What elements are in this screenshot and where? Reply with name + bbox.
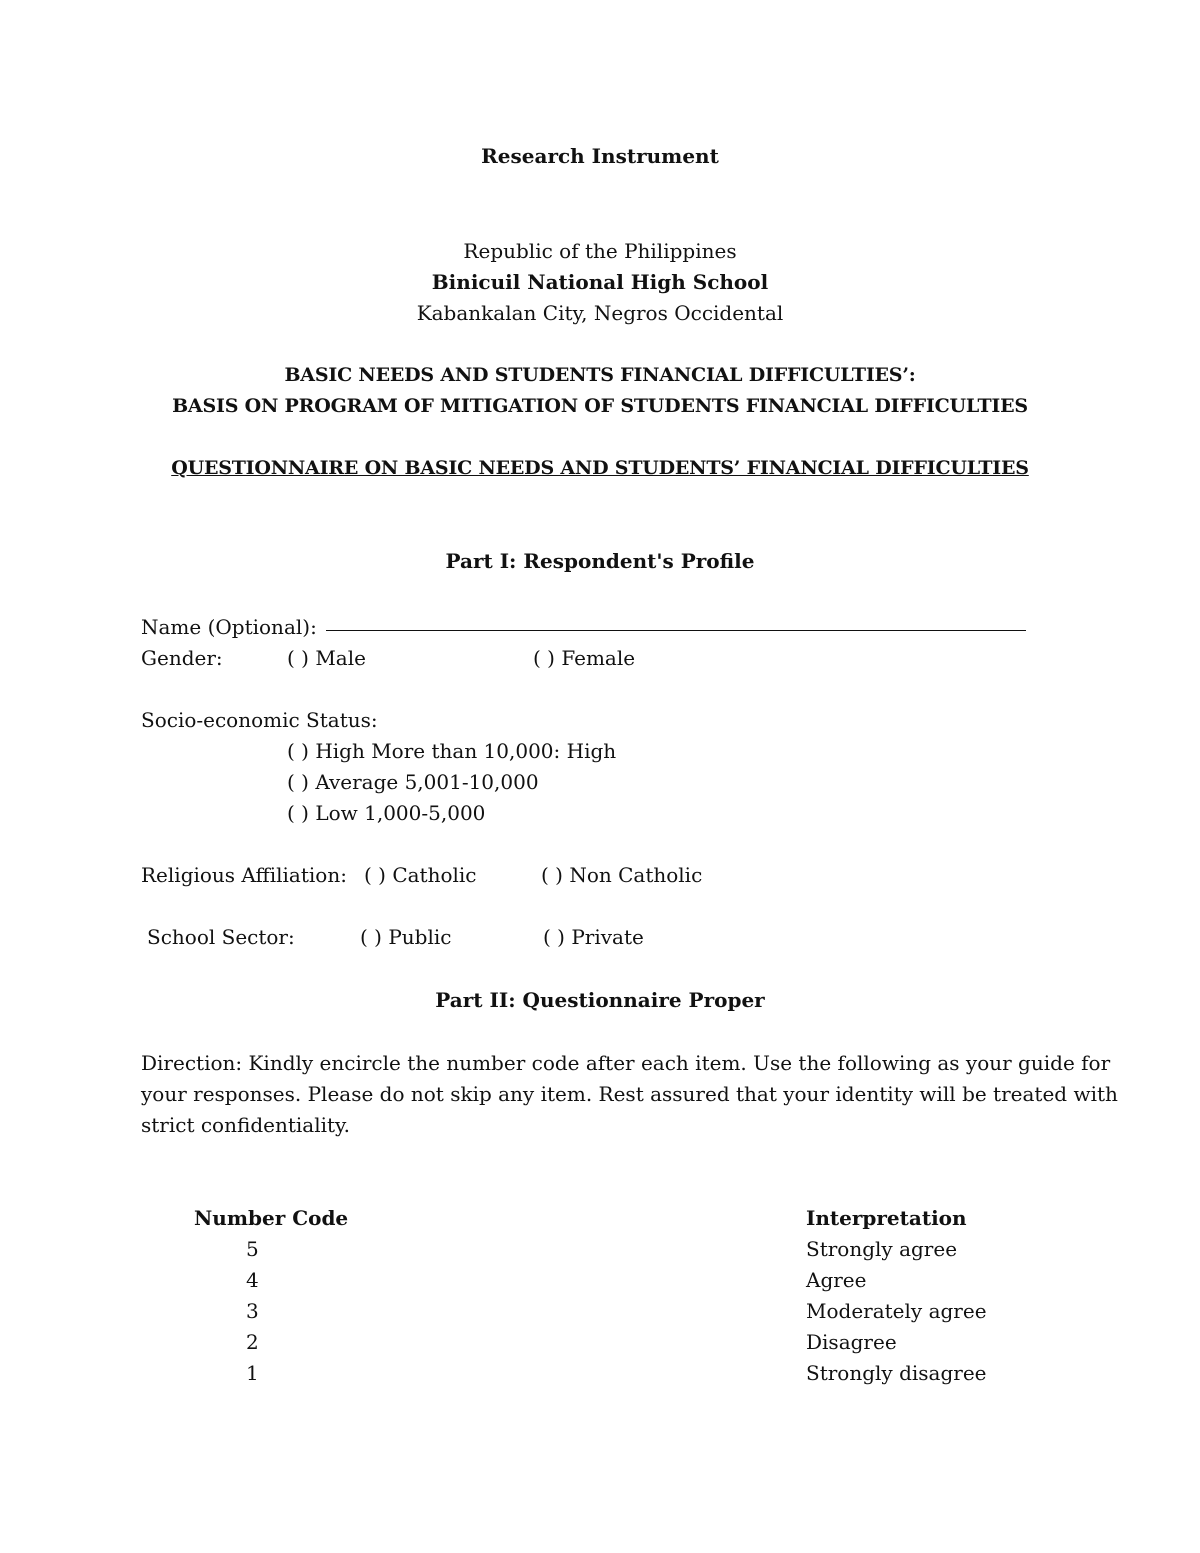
- scale-code: 1: [246, 1361, 259, 1385]
- study-title-line-1: BASIC NEEDS AND STUDENTS FINANCIAL DIFFICULTIES’:: [284, 364, 916, 386]
- ses-label: Socio-economic Status:: [141, 708, 378, 732]
- sector-public-option[interactable]: ( ) Public: [360, 925, 452, 949]
- study-title-line-2: BASIS ON PROGRAM OF MITIGATION OF STUDENTS FINANCIAL DIFFICULTIES: [172, 395, 1028, 417]
- gender-male-option[interactable]: ( ) Male: [287, 646, 366, 670]
- ses-high-option[interactable]: ( ) High More than 10,000: High: [287, 739, 617, 763]
- name-blank-line[interactable]: [326, 630, 1026, 631]
- religion-catholic-option[interactable]: ( ) Catholic: [364, 863, 477, 887]
- part1-heading: Part I: Respondent's Profile: [445, 549, 755, 573]
- scale-header-number-code: Number Code: [194, 1206, 349, 1230]
- school-location: Kabankalan City, Negros Occidental: [416, 301, 784, 325]
- country-line: Republic of the Philippines: [463, 239, 737, 263]
- sector-private-option[interactable]: ( ) Private: [543, 925, 644, 949]
- questionnaire-title: QUESTIONNAIRE ON BASIC NEEDS AND STUDENTS’ FINANCIAL DIFFICULTIES: [171, 457, 1029, 479]
- name-label: Name (Optional):: [141, 615, 317, 639]
- religion-non-catholic-option[interactable]: ( ) Non Catholic: [541, 863, 703, 887]
- scale-meaning: Strongly disagree: [806, 1361, 987, 1385]
- religion-label: Religious Affiliation:: [141, 863, 347, 887]
- direction-line-2: your responses. Please do not skip any item. Rest assured that your identity will be treated with: [141, 1082, 1118, 1106]
- part2-heading: Part II: Questionnaire Proper: [435, 988, 765, 1012]
- scale-meaning: Strongly agree: [806, 1237, 958, 1261]
- document-title: Research Instrument: [481, 144, 719, 168]
- scale-meaning: Moderately agree: [806, 1299, 987, 1323]
- direction-line-3: strict confidentiality.: [141, 1113, 351, 1137]
- gender-female-option[interactable]: ( ) Female: [533, 646, 636, 670]
- sector-label: School Sector:: [147, 925, 295, 949]
- scale-code: 4: [246, 1268, 259, 1292]
- scale-code: 3: [246, 1299, 259, 1323]
- ses-average-option[interactable]: ( ) Average 5,001-10,000: [287, 770, 539, 794]
- scale-header-interpretation: Interpretation: [806, 1206, 967, 1230]
- direction-line-1: Direction: Kindly encircle the number code after each item. Use the following as your guide for: [141, 1051, 1111, 1075]
- scale-code: 5: [246, 1237, 259, 1261]
- scale-code: 2: [246, 1330, 259, 1354]
- scale-meaning: Disagree: [806, 1330, 897, 1354]
- school-name: Binicuil National High School: [431, 270, 769, 294]
- scale-meaning: Agree: [806, 1268, 867, 1292]
- ses-low-option[interactable]: ( ) Low 1,000-5,000: [287, 801, 486, 825]
- gender-label: Gender:: [141, 646, 223, 670]
